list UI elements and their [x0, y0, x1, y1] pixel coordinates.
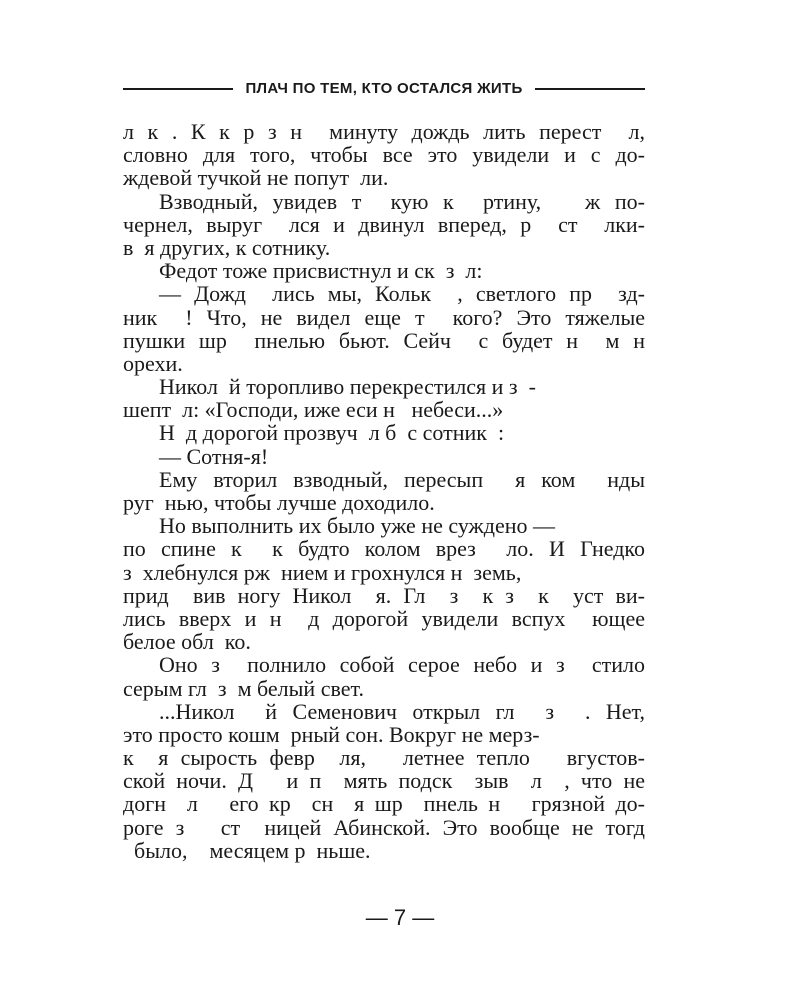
text-line: прид вив ногу Никол я. Гл з к з к уст ви- [123, 582, 645, 608]
text-line: чернел, выруг лся и двинул вперед, р ст лки- [123, 211, 645, 237]
text-line: Взводный, увидев т кую к ртину, ж по- [159, 188, 645, 214]
header-rule-right [535, 88, 645, 90]
text-line: з хлебнулся рж нием и грохнулся н земь, [123, 559, 522, 585]
text-line: ждевой тучкой не попут ли. [123, 165, 389, 191]
text-line: было, месяцем р ньше. [123, 837, 371, 863]
text-line: по спине к к будто колом врез ло. И Гнедко [123, 536, 645, 562]
header-rule-left [123, 88, 233, 90]
text-line: словно для того, чтобы все это увидели и с до- [123, 142, 645, 168]
text-line: — Сотня-я! [159, 443, 269, 469]
text-line: шепт л: «Господи, иже еси н небеси...» [123, 397, 504, 423]
text-line: в я других, к сотнику. [123, 234, 331, 260]
text-line: ник ! Что, не видел еще т кого? Это тяжелые [123, 304, 645, 330]
text-line: к я сырость февр ля, летнее тепло вгустов- [123, 745, 645, 771]
text-line: руг нью, чтобы лучше доходило. [123, 490, 435, 515]
text-line: догн л его кр сн я шр пнель н грязной до- [123, 791, 645, 817]
page-number: — 7 — [365, 905, 435, 930]
page-body-text [123, 120, 645, 862]
text-line: Федот тоже присвистнул и ск з л: [159, 258, 483, 284]
text-line: роге з ст ницей Абинской. Это вообще не тогд [123, 814, 645, 840]
text-line: ской ночи. Д и п мять подск зыв л , что не [123, 768, 645, 794]
running-header [123, 80, 645, 97]
text-line: ...Никол й Семенович открыл гл з . Нет, [159, 698, 645, 724]
text-line: это просто кошм рный сон. Вокруг не мерз- [123, 721, 540, 747]
text-line: серым гл з м белый свет. [123, 675, 364, 701]
text-line: лись вверх и н д дорогой увидели вспух ющее [123, 605, 645, 631]
text-line: орехи. [123, 350, 183, 376]
running-header-title: ПЛАЧ ПО ТЕМ, КТО ОСТАЛСЯ ЖИТЬ [245, 80, 523, 97]
text-line: Оно з полнило собой серое небо и з стило [159, 652, 645, 678]
text-line: Никол й торопливо перекрестился и з - [159, 374, 536, 400]
text-line: — Дожд лись мы, Кольк , светлого пр зд- [159, 281, 645, 307]
text-line: л к . К к р з н минуту дождь лить перест л, [123, 119, 645, 144]
text-line: белое обл ко. [123, 629, 251, 655]
text-line: Ему вторил взводный, пересып я ком нды [159, 466, 645, 492]
text-line: Н д дорогой прозвуч л б с сотник : [159, 420, 505, 446]
text-line: Но выполнить их было уже не суждено — [159, 513, 555, 539]
text-line: пушки шр пнелью бьют. Сейч с будет н м н [123, 327, 645, 353]
